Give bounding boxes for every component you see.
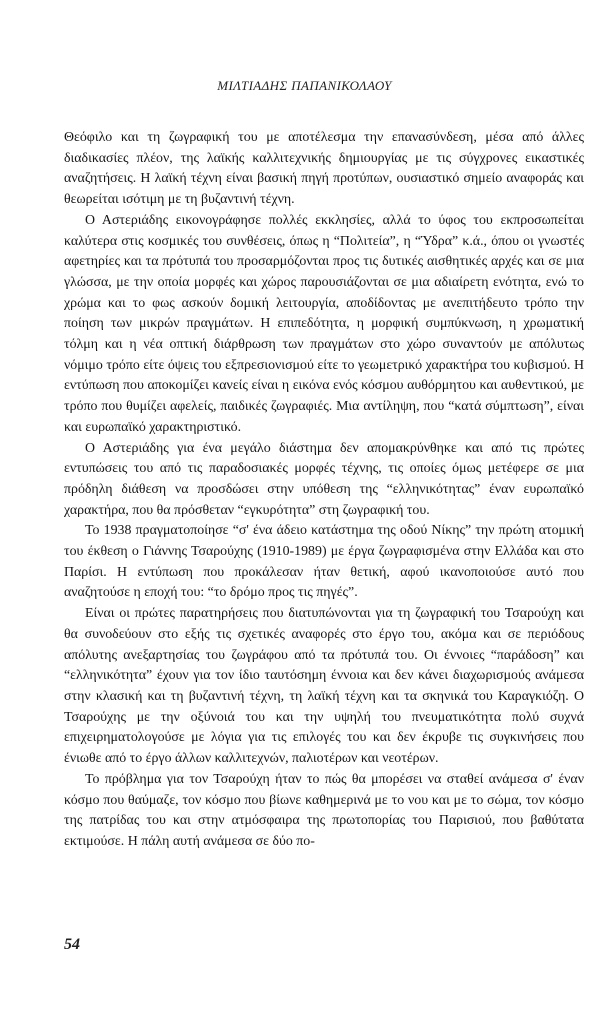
running-title: ΜΙΛΤΙΑΔΗΣ ΠΑΠΑΝΙΚΟΛΑΟΥ [217,78,392,93]
paragraph: Ο Αστεριάδης για ένα μεγάλο διάστημα δεν απομακρύνθηκε και από τις πρώτες εντυπώσεις του από τις παραδοσιακές μορφές τέχνης, τις οποίες όμως μετέφερε σε μια πρόδηλη διάθεση να προσδώσει στην υπόθεση της “ελληνικότητας” έναν ευρωπαϊκό χαρακτήρα, που θα πρόσθεταν “εγκυρότητα” στη ζωγραφική του. [64,440,584,518]
paragraph: Το 1938 πραγματοποίησε “σ' ένα άδειο κατάστημα της οδού Νίκης” την πρώτη ατομική του έκθεση ο Γιάννης Τσαρούχης (1910-1989) με έργα ζωγραφισμένα στην Ελλάδα και στο Παρίσι. Η εντύπωση που προκάλεσαν ήταν θετική, αφού ικανοποιούσε αυτό που αναζητούσε η εποχή του: “το δρόμο προς τις πηγές”. [64,523,584,601]
paragraph: Είναι οι πρώτες παρατηρήσεις που διατυπώνονται για τη ζωγραφική του Τσαρούχη και θα συνοδεύουν στο εξής τις σχετικές αναφορές στο έργο του, ακόμα και σε περιόδους απόλυτης ανεξαρτησίας του ζωγράφου από τα πρότυπά του. Οι έννοιες “παράδοση” και “ελληνικότητα” έχουν για τον ίδιο ταυτόσημη έννοια και δεν κάνει διαχωρισμούς ανάμεσα στην κλασική και τη βυζαντινή τέχνη, τη λαϊκή τέχνη και τα σκηνικά του Καραγκιόζη. Ο Τσαρούχης με την οξύνοιά του και την υψηλή του πνευματικότητα πολύ συχνά επιχειρηματολογούσε με λόγια για τις επιλογές του και δεν έκρυβε τις συγκινήσεις που ένιωθε από το έργο άλλων καλλιτεχνών, παλιοτέρων και νεοτέρων. [64,606,584,767]
page-number: 54 [64,936,80,953]
paragraph: Ο Αστεριάδης εικονογράφησε πολλές εκκλησίες, αλλά το ύφος του εκπροσωπείται καλύτερα στις κοσμικές του συνθέσεις, όπως η “Πολιτεία”, η “Ύδρα” κ.ά., όπου οι γνωστές αφετηρίες και τα πρότυπά του προσαρμόζονται προς τις δυτικές αισθητικές αρχές και σε μια γλώσσα, με την οποία μορφές και χώρος παρουσιάζονται σε μια αδιαίρετη ενότητα, ενώ το χρώμα και το φως ασκούν δομική λειτουργία, αποδίδοντας με ανεπιτήδευτο τρόπο την ποίηση των μικρών πραγμάτων. Η επιπεδότητα, η μορφική συμπύκνωση, η χρωματική τόλμη και η νέα οπτική διάρθρωση των πραγμάτων στο χώρο συναντούν με απόλυτως νόμιμο τρόπο είτε όψεις του εξπρεσιονισμού είτε το γεωμετρικό χαρακτήρα του κυβισμού. Η εντύπωση που αποκομίζει κανείς είναι η εικόνα ενός κόσμου αυθόρμητου και αυθεντικού, με τρόπο που θυμίζει αφελείς, παιδικές ζωγραφιές. Μια αντίληψη, που “κατά σύμπτωση”, είναι και ευρωπαϊκό χαρακτηριστικό. [64,212,584,435]
paragraph: Θεόφιλο και τη ζωγραφική του με αποτέλεσμα την επανασύνδεση, μέσα από άλλες διαδικασίες πλέον, της λαϊκής καλλιτεχνικής δημιουργίας με τις σύγχρονες εικαστικές αναζητήσεις. Η λαϊκή τέχνη είναι βασική πηγή προτύπων, ουσιαστικό σημείο αναφοράς και θεωρείται ισότιμη με τη βυζαντινή τέχνη. [64,130,584,208]
body-text [64,128,584,853]
paragraph: Το πρόβλημα για τον Τσαρούχη ήταν το πώς θα μπορέσει να σταθεί ανάμεσα σ' έναν κόσμο που θαύμαζε, τον κόσμο που βίωνε καθημερινά με το νου και με το σώμα, τον κόσμο της πατρίδας του και στην ατμόσφαιρα της πρωτοπορίας του Παρισιού, που βαθύτατα εκτιμούσε. Η πάλη αυτή ανάμεσα σε δύο πο- [64,771,584,849]
